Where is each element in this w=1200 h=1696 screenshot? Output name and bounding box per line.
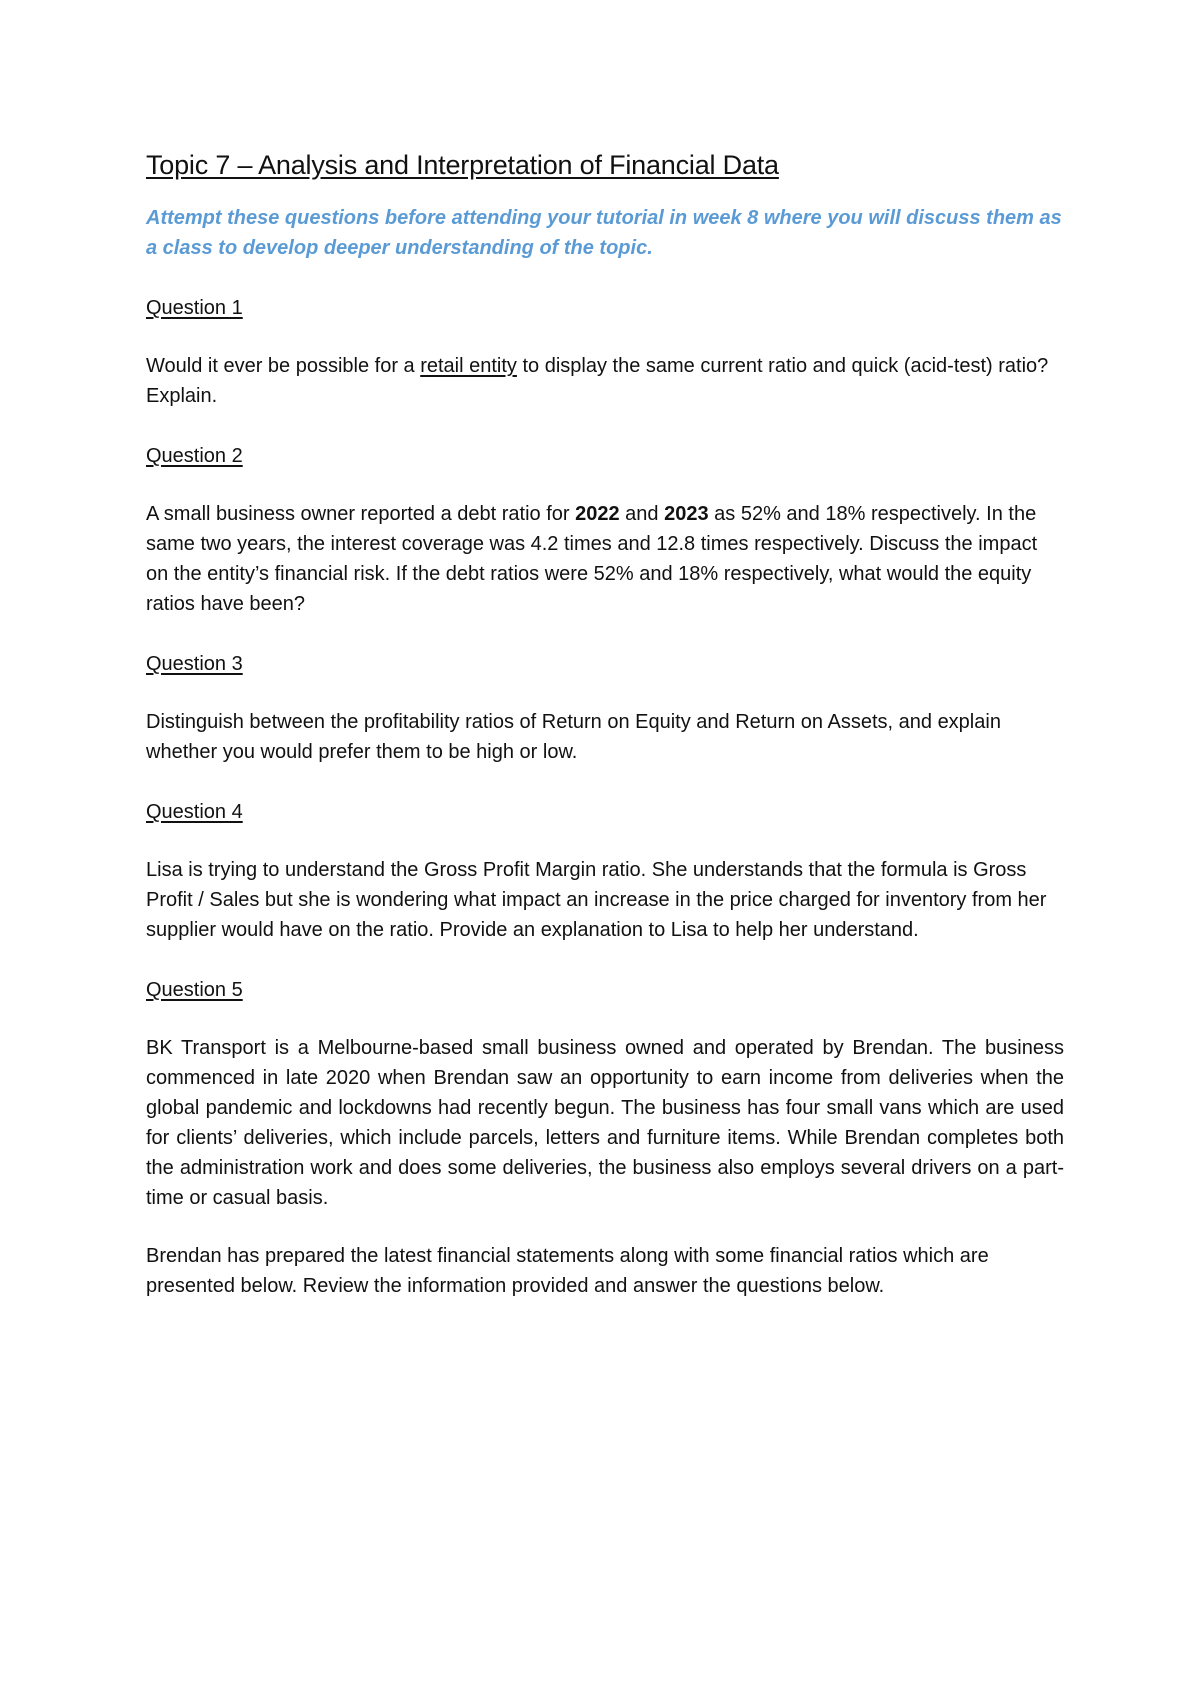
document-content — [146, 140, 1064, 1301]
question-3-heading: Question 3 — [146, 653, 243, 675]
question-2-part3: as 52% and 18% respectively. In the same two years, the interest coverage was 4.2 times and 12.8 times respectively. Discuss the impact on the entity’s financial risk. If the debt ratios were 52% and 18% respectively, what would the equity ratios have been? — [146, 503, 1038, 615]
question-2-text — [146, 499, 1064, 619]
question-2-part1: A small business owner reported a debt ratio for — [146, 503, 576, 525]
question-4-text: Lisa is trying to understand the Gross Profit Margin ratio. She understands that the formula is Gross Profit / Sales but she is wondering what impact an increase in the price charged for inventory from her supplier would have on the ratio. Provide an explanation to Lisa to help her understand. — [146, 859, 1047, 941]
question-1-heading: Question 1 — [146, 297, 243, 319]
question-2-year2: 2023 — [664, 503, 709, 525]
question-2-heading: Question 2 — [146, 445, 243, 467]
question-5-paragraph-2: Brendan has prepared the latest financial statements along with some financial ratios which are presented below. Review the information provided and answer the questions below. — [146, 1245, 989, 1297]
question-1-text — [146, 351, 1064, 411]
question-2-year1: 2022 — [575, 503, 620, 525]
question-5-paragraph-1: BK Transport is a Melbourne-based small business owned and operated by Brendan. The business commenced in late 2020 when Brendan saw an opportunity to earn income from deliveries when the global pandemic and lockdowns had recently begun. The business has four small vans which are used for clients’ deliveries, which include parcels, letters and furniture items. While Brendan completes both the administration work and does some deliveries, the business also employs several drivers on a part-time or casual basis. — [146, 1037, 1064, 1209]
question-2-part2: and — [619, 503, 665, 525]
document-title: Topic 7 – Analysis and Interpretation of Financial Data — [146, 150, 779, 180]
question-3-text: Distinguish between the profitability ratios of Return on Equity and Return on Assets, and explain whether you would prefer them to be high or low. — [146, 711, 1001, 763]
intro-instructions: Attempt these questions before attending your tutorial in week 8 where you will discuss them as a class to develop deeper understanding of the topic. — [146, 207, 1062, 259]
question-1-text-before: Would it ever be possible for a — [146, 355, 421, 377]
question-5-heading: Question 5 — [146, 979, 243, 1001]
question-4-heading: Question 4 — [146, 801, 243, 823]
question-1-underlined-term: retail entity — [420, 355, 517, 377]
question-1-text-after: to display the same current ratio and quick (acid-test) ratio? Explain. — [146, 355, 1049, 407]
